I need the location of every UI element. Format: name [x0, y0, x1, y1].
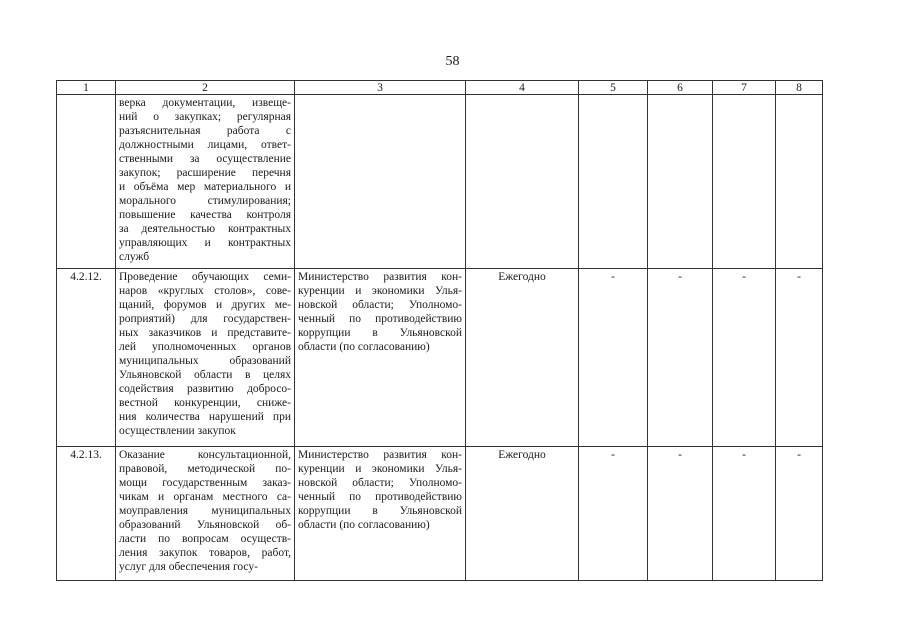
measure-description	[116, 447, 295, 581]
text-line: вестной конкуренции, сниже-	[119, 397, 291, 409]
cell-col8: -	[776, 269, 823, 447]
cell-col6: -	[648, 269, 713, 447]
page-number: 58	[445, 54, 460, 69]
text-line: Проведение обучающих семи-	[119, 271, 291, 283]
text-line: закупок; расширение перечня	[119, 167, 291, 179]
text-line: наров «круглых столов», сове-	[119, 285, 291, 297]
period: Ежегодно	[466, 447, 579, 581]
text-line: мощи государственным заказ-	[119, 477, 291, 489]
column-header: 2	[116, 81, 295, 95]
text-line: ченный по противодействию	[298, 491, 462, 503]
text-line: ных заказчиков и представите-	[119, 327, 291, 339]
text-line: ченный по противодействию	[298, 313, 462, 325]
text-line: повышение качества контроля	[119, 209, 291, 221]
text-line: морального стимулирования;	[119, 195, 291, 207]
executor	[295, 447, 466, 581]
text-line: ления закупок товаров, работ,	[119, 547, 291, 559]
text-line: куренции и экономики Улья-	[298, 463, 462, 475]
text-line: лей уполномоченных органов	[119, 341, 291, 353]
cell-col8: -	[776, 447, 823, 581]
cell-col7: -	[713, 447, 776, 581]
text-line: управляющих и контрактных	[119, 237, 291, 249]
text-line: новской области; Уполномо-	[298, 299, 462, 311]
cell-col7	[713, 95, 776, 269]
text-line: содействия развитию добросо-	[119, 383, 291, 395]
cell-col7: -	[713, 269, 776, 447]
text-line: коррупции в Ульяновской	[298, 327, 462, 339]
text-line: моуправления муниципальных	[119, 505, 291, 517]
table-row	[57, 269, 823, 447]
measure-description	[116, 95, 295, 269]
measure-description	[116, 269, 295, 447]
table-row	[57, 447, 823, 581]
text-line: образований Ульяновской об-	[119, 519, 291, 531]
text-line: Министерство развития кон-	[298, 271, 462, 283]
cell-col5: -	[579, 269, 648, 447]
row-number	[57, 95, 116, 269]
column-header: 6	[648, 81, 713, 95]
row-number: 4.2.12.	[57, 269, 116, 447]
period: Ежегодно	[466, 269, 579, 447]
row-number: 4.2.13.	[57, 447, 116, 581]
table-row	[57, 95, 823, 269]
text-line: новской области; Уполномо-	[298, 477, 462, 489]
column-header: 5	[579, 81, 648, 95]
text-line: служб	[119, 251, 150, 263]
text-line: правовой, методической по-	[119, 463, 291, 475]
column-header: 7	[713, 81, 776, 95]
header-row	[57, 81, 823, 95]
text-line: осуществлении закупок	[119, 425, 236, 437]
cell-col8	[776, 95, 823, 269]
column-header: 1	[57, 81, 116, 95]
text-line: ний о закупках; регулярная	[119, 111, 291, 123]
text-line: щаний, форумов и других ме-	[119, 299, 291, 311]
text-line: Министерство развития кон-	[298, 449, 462, 461]
text-line: Ульяновской области в целях	[119, 369, 291, 381]
text-line: разъяснительная работа с	[119, 125, 291, 137]
text-line: куренции и экономики Улья-	[298, 285, 462, 297]
text-line: и объёма мер материального и	[119, 181, 291, 193]
executor	[295, 269, 466, 447]
text-line: ния количества нарушений при	[119, 411, 291, 423]
text-line: за деятельностью контрактных	[119, 223, 291, 235]
text-line: верка документации, извеще-	[119, 97, 291, 109]
text-line: Оказание консультационной,	[119, 449, 291, 461]
cell-col6	[648, 95, 713, 269]
text-line: ласти по вопросам осуществ-	[119, 533, 291, 545]
text-line: ственными за осуществление	[119, 153, 291, 165]
period	[466, 95, 579, 269]
column-header: 3	[295, 81, 466, 95]
cell-col5	[579, 95, 648, 269]
column-header: 4	[466, 81, 579, 95]
text-line: роприятий) для государствен-	[119, 313, 291, 325]
measures-table	[56, 80, 823, 581]
cell-col5: -	[579, 447, 648, 581]
text-line: области (по согласованию)	[298, 519, 430, 531]
text-line: услуг для обеспечения госу-	[119, 561, 258, 573]
text-line: области (по согласованию)	[298, 341, 430, 353]
text-line: чикам и органам местного са-	[119, 491, 291, 503]
text-line: муниципальных образований	[119, 355, 291, 367]
text-line: должностными лицами, ответ-	[119, 139, 291, 151]
column-header: 8	[776, 81, 823, 95]
executor	[295, 95, 466, 269]
text-line: коррупции в Ульяновской	[298, 505, 462, 517]
cell-col6: -	[648, 447, 713, 581]
